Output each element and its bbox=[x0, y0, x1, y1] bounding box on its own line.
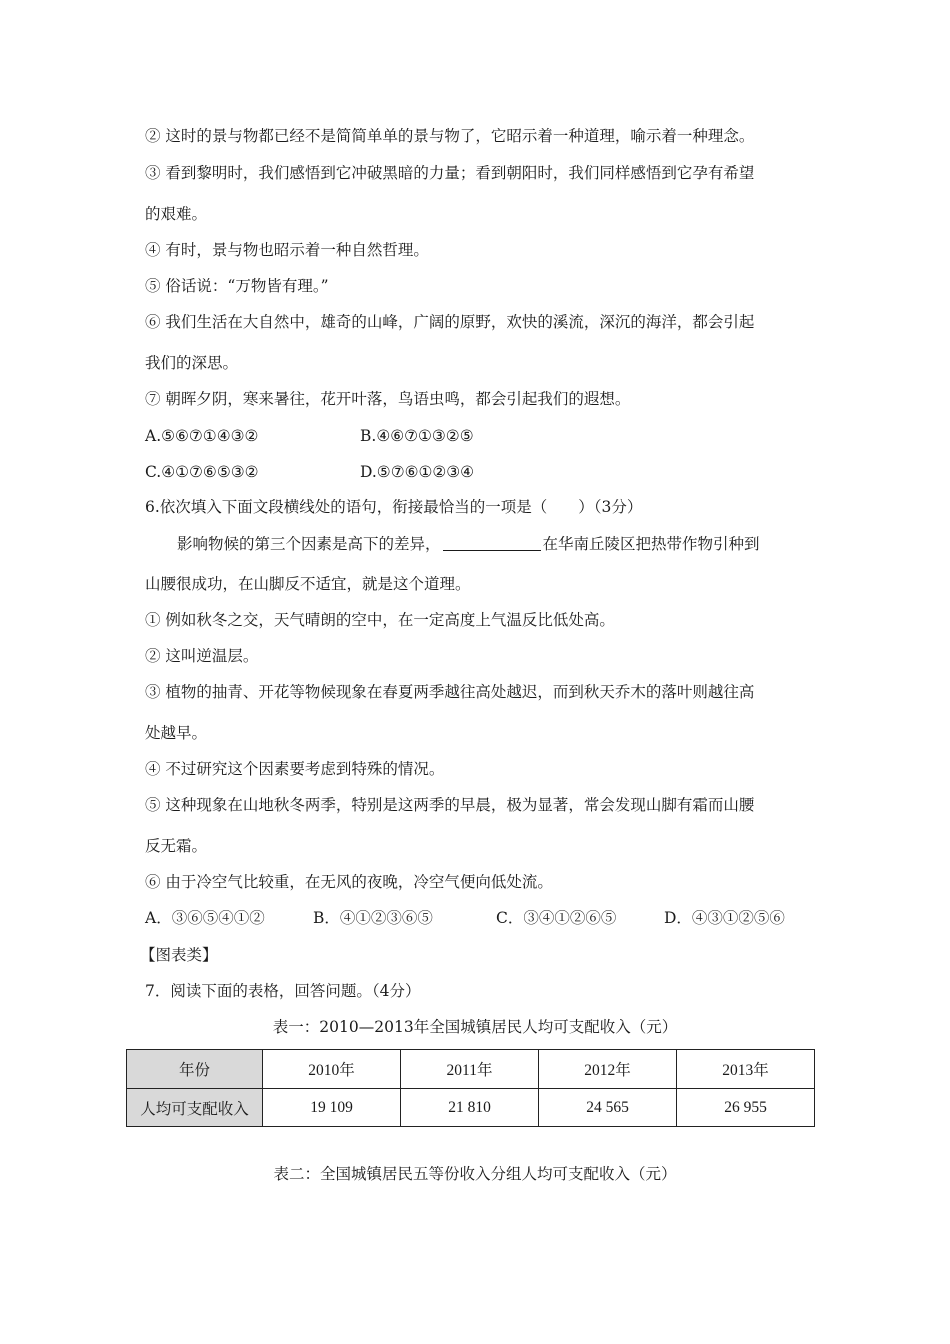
table-cell: 26 955 bbox=[677, 1089, 815, 1127]
table-header-cell: 2012年 bbox=[539, 1050, 677, 1089]
sentence-2: ② 这时的景与物都已经不是简简单单的景与物了，它昭示着一种道理，喻示着一种理念。 bbox=[145, 127, 755, 145]
section-heading: 【图表类】 bbox=[140, 946, 218, 964]
q6-sentence-3: ③ 植物的抽青、开花等物候现象在春夏两季越往高处越迟，而到秋天乔木的落叶则越往高 bbox=[145, 683, 755, 701]
income-table bbox=[126, 1049, 815, 1127]
table-row bbox=[127, 1089, 815, 1127]
table-cell: 21 810 bbox=[401, 1089, 539, 1127]
sentence-3-cont: 的艰难。 bbox=[145, 205, 208, 223]
q6-paragraph-cont: 山腰很成功，在山脚反不适宜，就是这个道理。 bbox=[145, 575, 471, 593]
table-header-cell: 2013年 bbox=[677, 1050, 815, 1089]
fill-in-blank bbox=[443, 534, 541, 551]
sentence-5: ⑤ 俗话说：“万物皆有理。” bbox=[145, 277, 329, 295]
table-cell: 24 565 bbox=[539, 1089, 677, 1127]
q6-option-a: A．③⑥⑤④①② bbox=[145, 909, 265, 927]
table-cell: 19 109 bbox=[263, 1089, 401, 1127]
q5-option-b: B.④⑥⑦①③②⑤ bbox=[360, 427, 474, 445]
q6-title: 6.依次填入下面文段横线处的语句，衔接最恰当的一项是（ ）（3分） bbox=[145, 498, 643, 516]
sentence-4: ④ 有时，景与物也昭示着一种自然哲理。 bbox=[145, 241, 429, 259]
q6-option-d: D．④③①②⑤⑥ bbox=[664, 909, 785, 927]
table-header-row bbox=[127, 1050, 815, 1089]
q6-sentence-2: ② 这叫逆温层。 bbox=[145, 647, 259, 665]
sentence-3: ③ 看到黎明时，我们感悟到它冲破黑暗的力量；看到朝阳时，我们同样感悟到它孕有希望 bbox=[145, 164, 755, 182]
q6-sentence-4: ④ 不过研究这个因素要考虑到特殊的情况。 bbox=[145, 760, 445, 778]
q5-option-a: A.⑤⑥⑦①④③② bbox=[145, 427, 259, 445]
q6-paragraph bbox=[177, 533, 760, 555]
q6-option-b: B．④①②③⑥⑤ bbox=[313, 909, 433, 927]
q6-option-c: C．③④①②⑥⑤ bbox=[496, 909, 617, 927]
sentence-7: ⑦ 朝晖夕阴，寒来暑往，花开叶落，鸟语虫鸣，都会引起我们的遐想。 bbox=[145, 390, 631, 408]
q6-sentence-6: ⑥ 由于冷空气比较重，在无风的夜晚，冷空气便向低处流。 bbox=[145, 873, 553, 891]
q6-sentence-1: ① 例如秋冬之交，天气晴朗的空中，在一定高度上气温反比低处高。 bbox=[145, 611, 615, 629]
q6-sentence-5-cont: 反无霜。 bbox=[145, 837, 208, 855]
table2-caption: 表二：全国城镇居民五等份收入分组人均可支配收入（元） bbox=[273, 1165, 677, 1183]
table-header-cell: 2011年 bbox=[401, 1050, 539, 1089]
sentence-6-cont: 我们的深思。 bbox=[145, 354, 239, 372]
q5-option-c: C.④①⑦⑥⑤③② bbox=[145, 463, 259, 481]
q6-sentence-5: ⑤ 这种现象在山地秋冬两季，特别是这两季的早晨，极为显著，常会发现山脚有霜而山腰 bbox=[145, 796, 755, 814]
q6-paragraph-before: 影响物候的第三个因素是高下的差异， bbox=[177, 535, 441, 553]
q6-paragraph-after: 在华南丘陵区把热带作物引种到 bbox=[542, 535, 760, 553]
q7-title: 7．阅读下面的表格，回答问题。（4分） bbox=[145, 982, 421, 1000]
table-row-label: 人均可支配收入 bbox=[127, 1089, 263, 1127]
q5-option-d: D.⑤⑦⑥①②③④ bbox=[360, 463, 475, 481]
table1-caption: 表一：2010—2013年全国城镇居民人均可支配收入（元） bbox=[272, 1018, 678, 1036]
table-header-cell: 年份 bbox=[127, 1050, 263, 1089]
sentence-6: ⑥ 我们生活在大自然中，雄奇的山峰，广阔的原野，欢快的溪流，深沉的海洋，都会引起 bbox=[145, 313, 755, 331]
q6-sentence-3-cont: 处越早。 bbox=[145, 724, 208, 742]
table-header-cell: 2010年 bbox=[263, 1050, 401, 1089]
